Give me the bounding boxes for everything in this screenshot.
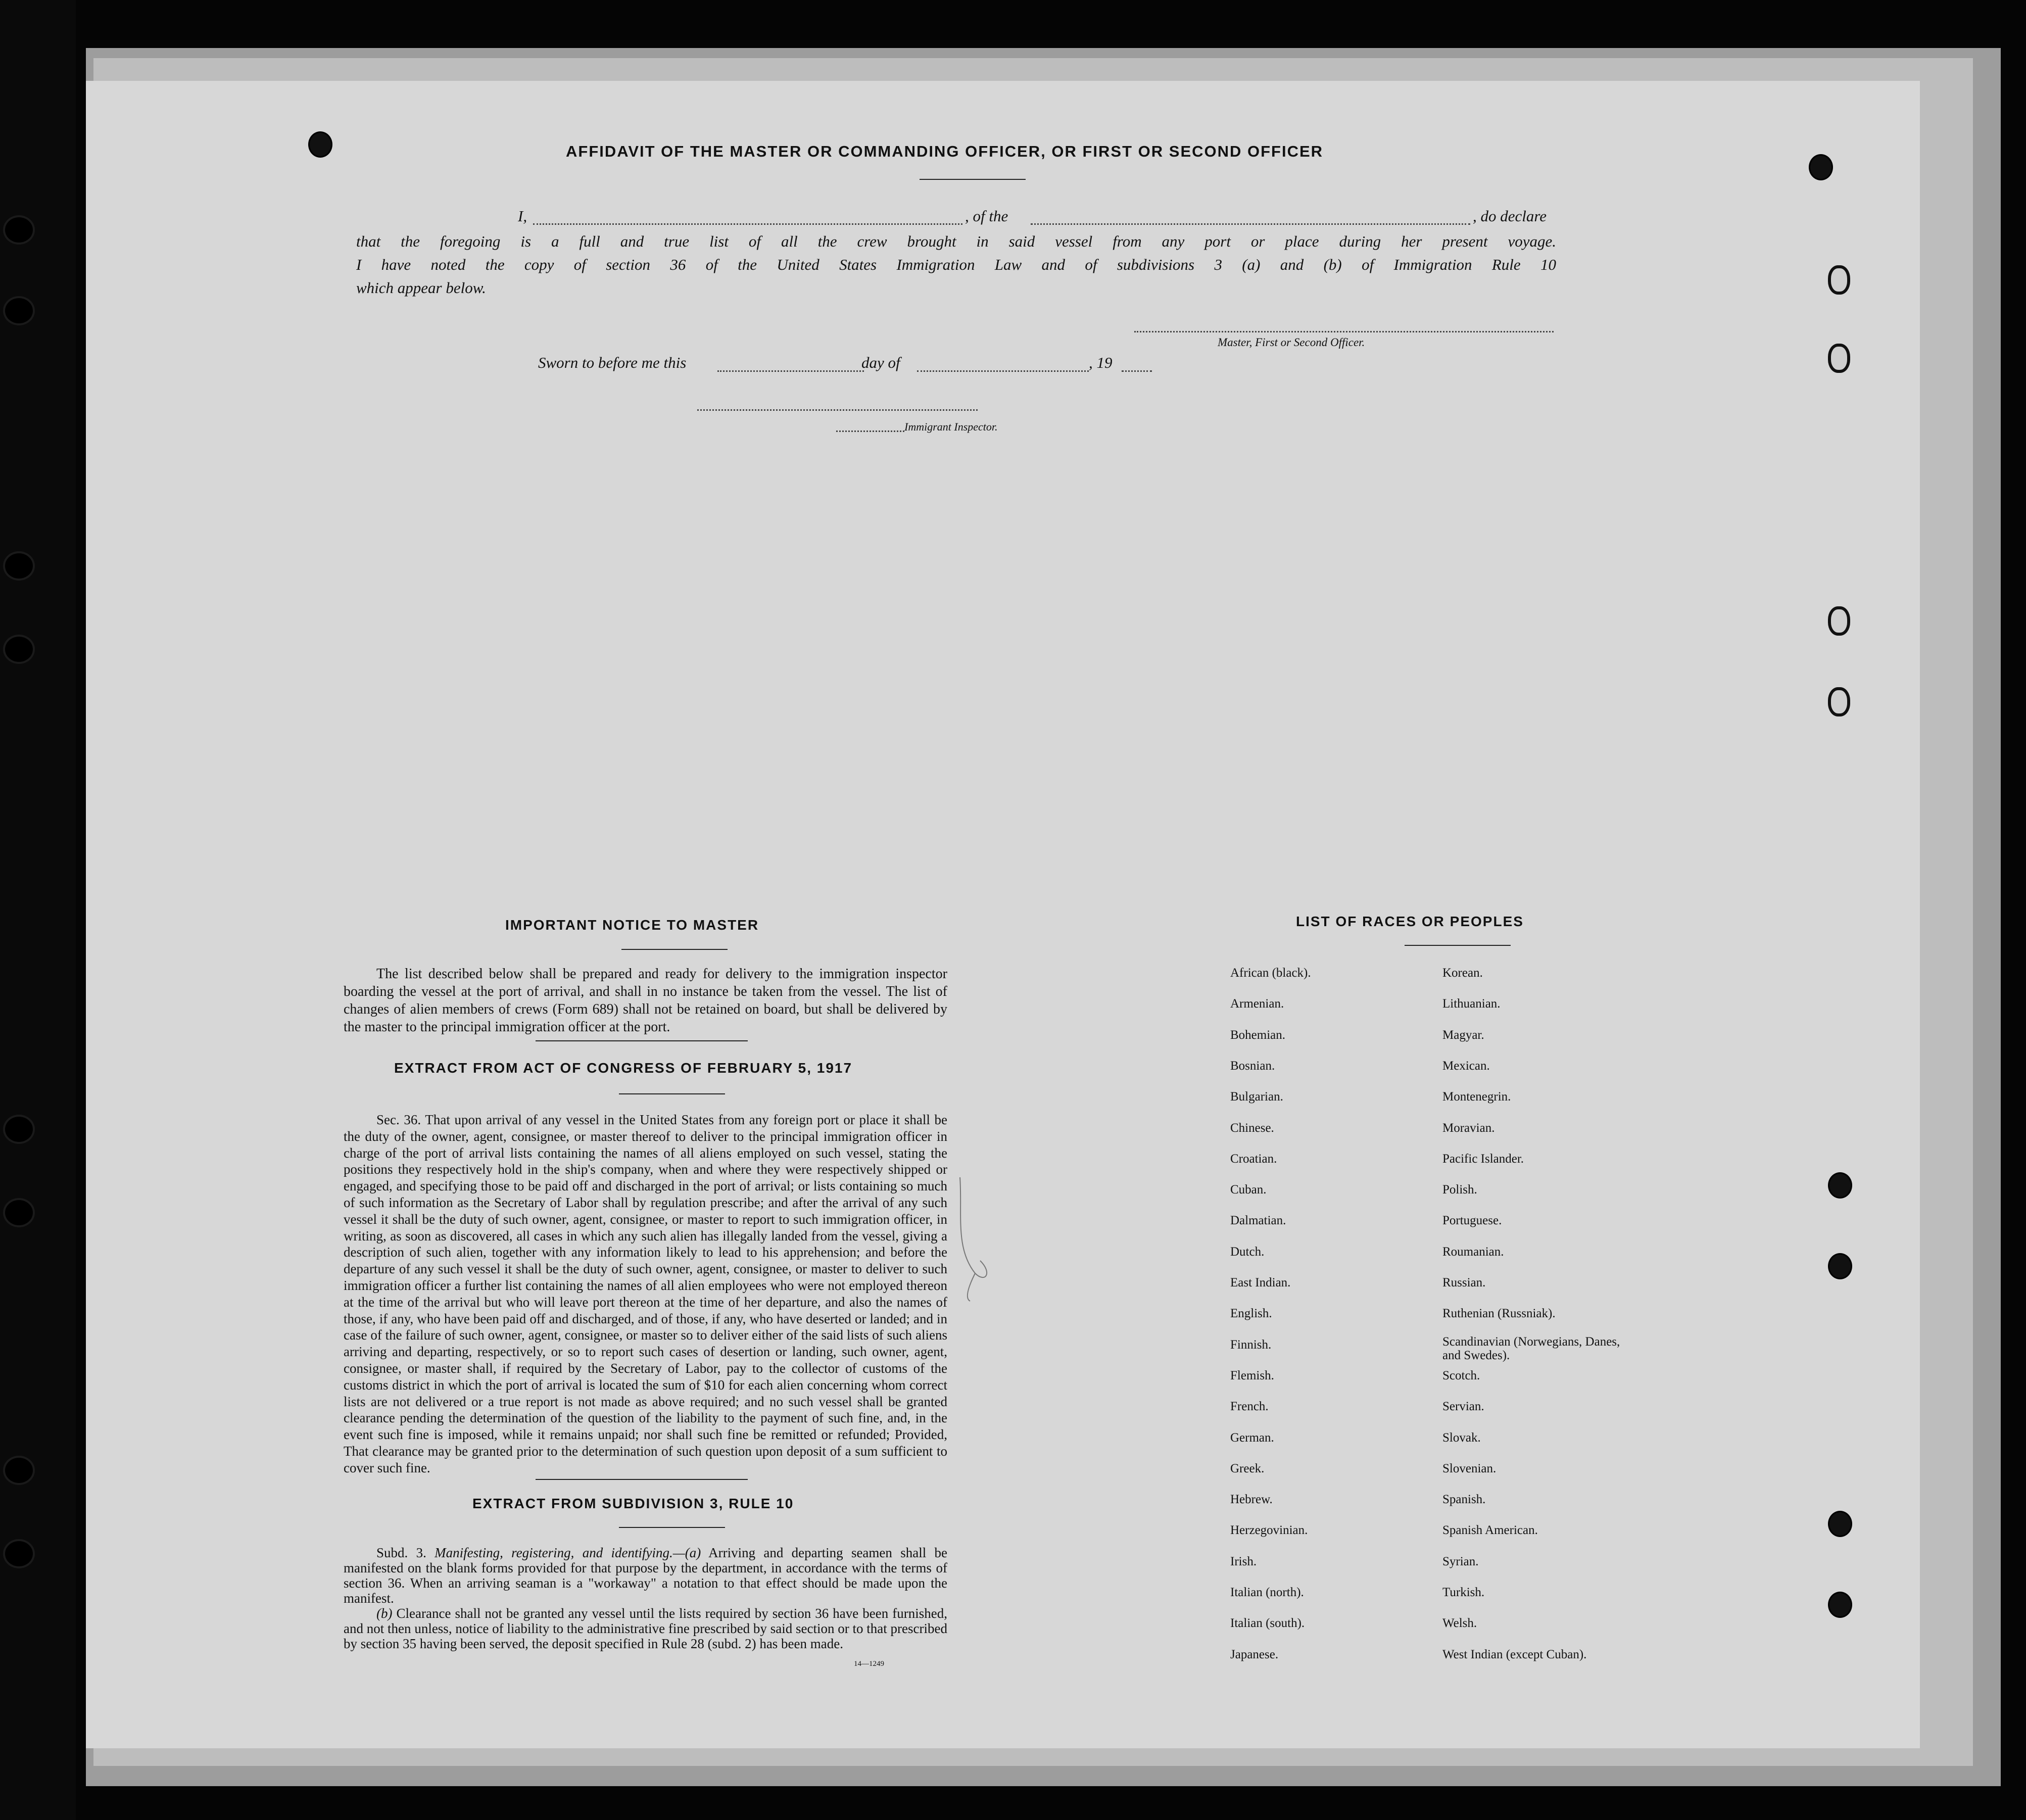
race-item: English.	[1230, 1307, 1272, 1321]
binder-hole	[5, 1541, 33, 1566]
race-item: Russian.	[1442, 1276, 1486, 1289]
race-item: African (black).	[1230, 966, 1311, 980]
binder-hole	[5, 1117, 33, 1142]
race-item: Spanish American.	[1442, 1523, 1538, 1538]
notice-title: IMPORTANT NOTICE TO MASTER	[505, 917, 759, 933]
i-label: I,	[518, 207, 527, 225]
document-page	[86, 81, 1920, 1748]
race-item: Flemish.	[1230, 1368, 1274, 1382]
subdivision-3-paragraph-b	[344, 1606, 947, 1651]
page-hole	[1828, 1511, 1852, 1537]
inspector-short-blank[interactable]	[836, 430, 904, 432]
race-item: East Indian.	[1230, 1276, 1291, 1289]
race-item: Servian.	[1442, 1400, 1484, 1414]
binder-hole	[5, 1200, 33, 1225]
race-item: Finnish.	[1230, 1337, 1272, 1352]
race-item: Lithuanian.	[1442, 997, 1501, 1011]
affidavit-title: AFFIDAVIT OF THE MASTER OR COMMANDING OFFICER, OR FIRST OR SECOND OFFICER	[566, 142, 1324, 160]
race-item: French.	[1230, 1400, 1269, 1414]
month-blank[interactable]	[917, 370, 1089, 372]
race-item: Moravian.	[1442, 1121, 1495, 1135]
race-item: Polish.	[1442, 1183, 1477, 1197]
notice-text: The list described below shall be prepared and ready for delivery to the immigration inspector boarding the vessel at the port of arrival, and shall in no instance be taken from the vessel. The list of changes of alien members of crews (Form 689) shall not be retained on board, but shall be delivered by the master to the principal immigration officer at the port.	[344, 966, 947, 1035]
race-item: Korean.	[1442, 966, 1483, 980]
day-blank[interactable]	[717, 370, 864, 372]
race-item: Turkish.	[1442, 1586, 1485, 1599]
race-item: Italian (south).	[1230, 1616, 1305, 1631]
race-item: Irish.	[1230, 1554, 1257, 1568]
affidavit-line-4: which appear below.	[356, 279, 486, 297]
extract-rule-title: EXTRACT FROM SUBDIVISION 3, RULE 10	[472, 1496, 794, 1511]
page-hole	[308, 131, 332, 158]
race-item: Scotch.	[1442, 1368, 1480, 1382]
races-rule	[1405, 945, 1511, 946]
race-item: Hebrew.	[1230, 1493, 1273, 1507]
race-item: Bosnian.	[1230, 1059, 1275, 1073]
race-item: Portuguese.	[1442, 1214, 1502, 1228]
subd-label: Subd. 3.	[376, 1545, 426, 1560]
vessel-blank[interactable]	[1031, 223, 1470, 225]
race-item: Slovak.	[1442, 1430, 1481, 1445]
extract-rule-rule	[619, 1527, 725, 1528]
race-item: Cuban.	[1230, 1183, 1267, 1197]
race-item: Welsh.	[1442, 1616, 1477, 1631]
day-of-label: day of	[861, 354, 900, 371]
b-label: (b)	[376, 1606, 393, 1621]
section-rule	[536, 1479, 748, 1480]
races-title: LIST OF RACES OR PEOPLES	[1296, 914, 1524, 929]
race-item: Bulgarian.	[1230, 1090, 1283, 1104]
form-number: 14—1249	[854, 1660, 884, 1668]
race-item: Magyar.	[1442, 1028, 1484, 1042]
page-hole	[1828, 1253, 1852, 1279]
section-36-text: That upon arrival of any vessel in the United States from any foreign port or place it shall be the duty of the owner, agent, consignee, or master thereof to deliver to the principal immigration officer in charge of the port of arrival lists containing the names of all aliens employed on such vessel, stating the positions they respectively hold in the ship's company, when and where they were respectively shipped or engaged, and specifying those to be paid off and discharged in the port of arrival; or lists containing so much of such information as the Secretary of Labor shall by regulation prescribe; and after the arrival of any such vessel it shall be the duty of such owner, agent, consignee, or master to report to such immigration officer, in writing, as soon as discovered, all cases in which any such alien has illegally landed from the vessel, giving a description of such alien, together with any information likely to lead to his apprehension; and before the departure of any such vessel it shall be the duty of such owner, agent, consignee, or master to deliver to such immigration officer a further list containing the names of all alien employees who were not employed thereon at the time of the arrival but who will leave port thereon at the time of her departure, and also the names of those, if any, who have been paid off and discharged, and of those, if any, who have deserted or landed; and in case of the failure of such owner, agent, consignee, or master so to deliver either of the said lists of such aliens arriving and departing, respectively, or so to report such cases of desertion or landing, such owner, agent, consignee, or master shall, if required by the Secretary of Labor, pay to the collector of customs of the customs district in which the port of arrival is located the sum of $10 for each alien concerning whom correct lists are not delivered or a true report is not made as above required; and no such vessel shall be granted clearance pending the determination of the question of the liability to the payment of such fine, and, in the event such fine is imposed, while it remains unpaid; nor shall such fine be remitted or refunded; Provided, That clearance may be granted prior to the determination of such question upon deposit of a sum sufficient to cover such fine.	[344, 1112, 948, 1475]
sworn-label: Sworn to before me this	[538, 354, 687, 371]
binder-hole	[5, 298, 33, 323]
binder-hole	[5, 1458, 33, 1483]
race-item: Greek.	[1230, 1461, 1265, 1475]
inspector-label: Immigrant Inspector.	[904, 420, 998, 433]
race-item: Croatian.	[1230, 1152, 1277, 1166]
master-signature-blank[interactable]	[1134, 331, 1554, 332]
race-item: Scandinavian (Norwegians, Danes, and Swedes).	[1442, 1334, 1620, 1362]
affidavit-line-2: that the foregoing is a full and true list of all the crew brought in said vessel from any port or place during her present voyage.	[356, 232, 1556, 250]
title-rule	[920, 179, 1026, 180]
race-item: German.	[1230, 1430, 1274, 1445]
binder-hole	[5, 637, 33, 662]
race-item: Pacific Islander.	[1442, 1152, 1524, 1166]
race-item: Italian (north).	[1230, 1586, 1304, 1599]
subdivision-3-paragraph-a	[344, 1545, 947, 1606]
race-item: Bohemian.	[1230, 1028, 1286, 1042]
race-item: West Indian (except Cuban).	[1442, 1647, 1587, 1661]
page-hole	[1828, 1172, 1852, 1199]
do-declare-label: , do declare	[1473, 207, 1547, 225]
page-ring-hole	[1828, 687, 1850, 716]
name-blank[interactable]	[533, 223, 962, 225]
affidavit-line-3: I have noted the copy of section 36 of the United States Immigration Law and of subdivisions 3 (a) and (b) of Immigration Rule 10	[356, 256, 1556, 273]
subd-heading: Manifesting, registering, and identifying.—(a)	[435, 1545, 701, 1560]
of-the-label: , of the	[965, 207, 1008, 225]
pencil-mark	[945, 1172, 1005, 1304]
extract-act-rule	[619, 1093, 725, 1094]
extract-act-title: EXTRACT FROM ACT OF CONGRESS OF FEBRUARY 5, 1917	[394, 1060, 853, 1076]
race-item: Slovenian.	[1442, 1461, 1497, 1475]
notice-rule	[621, 949, 728, 950]
race-item: Montenegrin.	[1442, 1090, 1511, 1104]
race-item: Chinese.	[1230, 1121, 1274, 1135]
page-ring-hole	[1828, 606, 1850, 636]
binder-hole	[5, 217, 33, 243]
section-rule	[536, 1040, 748, 1041]
binder-hole	[5, 553, 33, 579]
page-hole	[1828, 1592, 1852, 1618]
race-item: Dalmatian.	[1230, 1214, 1286, 1228]
race-item: Ruthenian (Russniak).	[1442, 1307, 1556, 1321]
subd-text-a: Arriving and departing seamen shall be manifested on the blank forms provided for that purpose by the department, in accordance with the terms of section 36. When an arriving seaman is a "workaway" a notation to that effect should be made upon the manifest.	[344, 1545, 947, 1606]
race-item: Roumanian.	[1442, 1244, 1504, 1259]
section-36-paragraph	[344, 1112, 947, 1476]
race-item: Armenian.	[1230, 997, 1284, 1011]
inspector-signature-blank[interactable]	[697, 409, 978, 411]
race-item: Dutch.	[1230, 1244, 1265, 1259]
year-label: , 19	[1089, 354, 1113, 371]
page-hole	[1809, 154, 1833, 180]
race-item: Herzegovinian.	[1230, 1523, 1308, 1538]
race-item: Syrian.	[1442, 1554, 1479, 1568]
page-ring-hole	[1828, 265, 1850, 295]
subd-text-b: Clearance shall not be granted any vessel until the lists required by section 36 have been furnished, and not then unless, notice of liability to the administrative fine prescribed by said section or to that prescribed by section 35 having been served, the deposit specified in Rule 28 (subd. 2) has been made.	[344, 1606, 948, 1651]
race-item: Japanese.	[1230, 1647, 1279, 1661]
year-blank[interactable]	[1122, 370, 1152, 372]
race-item: Spanish.	[1442, 1493, 1486, 1507]
sec-label: Sec. 36.	[376, 1112, 421, 1127]
page-ring-hole	[1828, 344, 1850, 373]
master-label: Master, First or Second Officer.	[1218, 336, 1365, 349]
race-item: Mexican.	[1442, 1059, 1490, 1073]
